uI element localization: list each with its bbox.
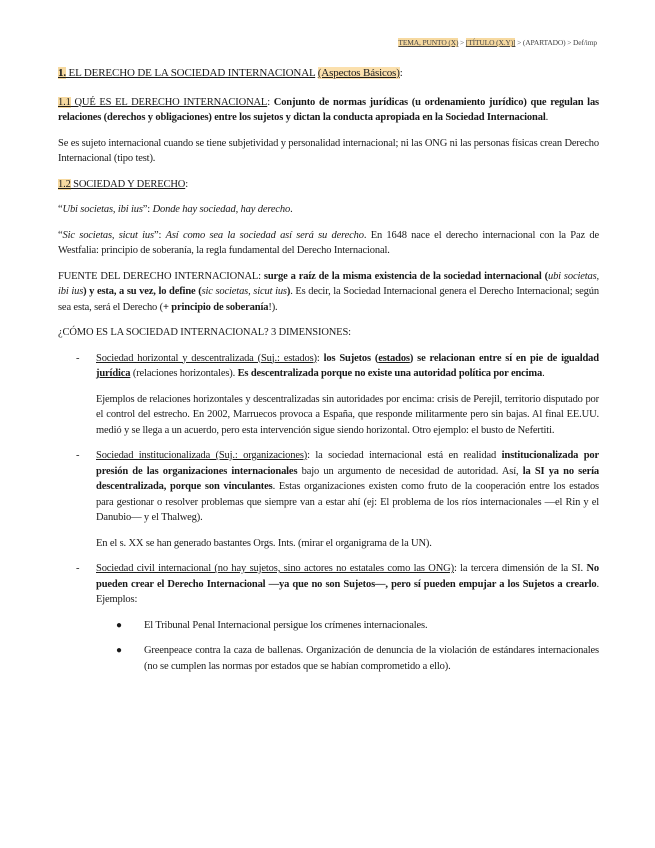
section-1-colon: : bbox=[399, 67, 403, 79]
dimension-1-end: . bbox=[542, 368, 545, 379]
fuente-paragraph bbox=[58, 269, 599, 316]
header-titulo: [TÍTULO (X.Y)] bbox=[465, 38, 516, 47]
section-1-title bbox=[58, 66, 599, 82]
fuente-italic-1: ubi societas, ibi ius bbox=[58, 270, 600, 297]
bullet-icon: ● bbox=[116, 645, 122, 656]
dimension-civil-society bbox=[58, 561, 599, 674]
section-1-1-paragraph bbox=[58, 95, 599, 126]
bullet-icon: ● bbox=[116, 619, 122, 631]
dimension-1-rest: (relaciones horizontales). bbox=[130, 368, 238, 379]
fuente-bold-3: ) bbox=[286, 286, 291, 297]
example-greenpeace bbox=[96, 643, 599, 674]
subject-paragraph: Se es sujeto internacional cuando se tiene subjetividad y personalidad internacional; ni las ONG ni las personas físicas crean Derecho Internacional (tipo test). bbox=[58, 137, 599, 164]
dimension-2-text-2: bajo un argumento de necesidad de autoridad. Así, bbox=[297, 465, 523, 477]
fuente-italic-2: sic societas, sicut ius bbox=[201, 286, 287, 297]
section-1-2-title bbox=[58, 177, 599, 193]
dash-marker: - bbox=[76, 563, 80, 574]
quote-open: “ bbox=[58, 229, 63, 241]
dimension-2-note: En el s. XX se han generado bastantes Orgs. Ints. (mirar el organigrama de la UN). bbox=[96, 537, 432, 549]
definition-end: . bbox=[545, 112, 549, 123]
quote-latin: Ubi societas, ibi ius bbox=[62, 204, 143, 215]
section-1-2-number: 1.2 bbox=[58, 178, 71, 190]
quote-translation: Así como sea la sociedad así será su derecho bbox=[165, 229, 364, 241]
dimension-3-label: Sociedad civil internacional (no hay sujetos, sino actores no estatales como las ONG) bbox=[96, 563, 454, 574]
fuente-bold-2: ) y esta, a su vez, lo define ( bbox=[83, 286, 202, 297]
fuente-bold-1: surge a raíz de la misma existencia de la sociedad internacional ( bbox=[263, 270, 548, 282]
dimension-3-text-2: . Ejemplos: bbox=[96, 578, 599, 605]
quote-sic-societas bbox=[58, 228, 599, 259]
fuente-lead: FUENTE DEL DERECHO INTERNACIONAL: bbox=[58, 270, 264, 282]
example-1-text: El Tribunal Penal Internacional persigue los crímenes internacionales. bbox=[144, 619, 428, 631]
dimension-2-text-1: : la sociedad internacional está en realidad bbox=[307, 450, 502, 461]
dimension-1-bold-juridica: jurídica bbox=[96, 368, 131, 379]
section-1-title-text: EL DERECHO DE LA SOCIEDAD INTERNACIONAL bbox=[65, 67, 316, 79]
header-apartado: > (APARTADO) > Def/imp bbox=[515, 38, 597, 47]
header-sep: > bbox=[458, 38, 466, 47]
dimensions-heading: ¿CÓMO ES LA SOCIEDAD INTERNACIONAL? 3 DIMENSIONES: bbox=[58, 327, 351, 338]
dimension-1-bold-estados: estados bbox=[378, 352, 410, 364]
fuente-rest: . Es decir, la Sociedad Internacional genera el Derecho Internacional; según sea esta, será el Derecho ( bbox=[58, 286, 599, 313]
quote-translation: Donde hay sociedad, hay derecho bbox=[152, 204, 291, 215]
dimension-1-label: Sociedad horizontal y descentralizada (Suj.: estados) bbox=[96, 352, 317, 364]
dimension-horizontal bbox=[58, 351, 599, 439]
dimension-2-bold-2: la SI ya no sería descentralizada, porque son vinculantes bbox=[96, 465, 600, 492]
example-tpi bbox=[96, 618, 599, 634]
section-1-2-colon: : bbox=[185, 178, 188, 190]
quote-end: . bbox=[290, 204, 293, 215]
dash-marker: - bbox=[76, 352, 80, 364]
dimension-1-colon: : bbox=[316, 352, 324, 364]
section-1-2-title-text: SOCIEDAD Y DERECHO bbox=[70, 178, 186, 190]
section-1-1-colon: : bbox=[267, 96, 274, 108]
header-tema: TEMA, PUNTO (X) bbox=[398, 38, 459, 47]
dimension-1-bold-1: los Sujetos ( bbox=[323, 352, 379, 364]
westfalia-text: . En 1648 nace el derecho internacional con la Paz de Westfalia: principio de soberanía, la regla fundamental del Derecho Internacional. bbox=[58, 229, 599, 256]
examples-list bbox=[96, 618, 599, 675]
example-2-text: Greenpeace contra la caza de ballenas. Organización de denuncia de la violación de estándares internacionales (no se cumplen las normas por estados que se habían comprometido a ello). bbox=[144, 645, 599, 672]
dimension-1-bold-2: ) se relacionan entre sí en pie de igualdad bbox=[409, 352, 599, 364]
quote-close: ”: bbox=[153, 229, 166, 241]
dash-marker: - bbox=[76, 450, 80, 461]
quote-close: ”: bbox=[142, 204, 153, 215]
quote-open: “ bbox=[58, 204, 63, 215]
dimension-2-text-3: . Estas organizaciones existen como fruto de la cooperación entre los estados para gestionar o resolver problemas que siempre van a estar ahí (ej: El problema de los ríos internacionales —el Rin y el Danubio— y el Thalweg). bbox=[96, 481, 599, 523]
dimensions-list bbox=[58, 351, 599, 675]
fuente-bold-4: + principio de soberanía bbox=[162, 301, 269, 313]
dimension-3-text-1: : la tercera dimensión de la SI. bbox=[453, 563, 587, 574]
quote-latin: Sic societas, sicut ius bbox=[62, 229, 154, 241]
breadcrumb-header bbox=[58, 38, 597, 48]
dimension-1-examples: Ejemplos de relaciones horizontales y descentralizadas sin autoridades por encima: crisis de Perejil, territorio disputado por el control del estrecho. En 2002, Marruecos provoca a España, que responde militarmente pero sin bajas. Al final EE.UU. medió y se llega a un acuerdo, pero esta intervención sigue siendo horizontal. Otro ejemplo: el busto de Nefertiti. bbox=[96, 393, 599, 436]
section-1-1-title: QUÉ ES EL DERECHO INTERNACIONAL bbox=[70, 96, 268, 108]
dimension-2-bold-1: institucionalizada por presión de las organizaciones internacionales bbox=[96, 450, 599, 477]
fuente-end: !). bbox=[268, 301, 278, 313]
dimension-3-bold-1: No pueden crear el Derecho Internacional —ya que no son Sujetos—, pero sí pueden empujar a los Sujetos a crearlo bbox=[96, 563, 599, 590]
quote-ubi-societas bbox=[58, 202, 599, 218]
dimension-institutionalized bbox=[58, 448, 599, 551]
section-1-number: 1. bbox=[58, 67, 66, 79]
dimension-1-bold-3: Es descentralizada porque no existe una autoridad política por encima bbox=[237, 368, 543, 379]
section-1-subtitle: (Aspectos Básicos) bbox=[317, 67, 400, 79]
dimension-2-label: Sociedad institucionalizada (Suj.: organizaciones) bbox=[96, 450, 308, 461]
definition-text: Conjunto de normas jurídicas (u ordenamiento jurídico) que regulan las relaciones (derechos y obligaciones) entre los sujetos y dictan la conducta apropiada en la Sociedad Internacional bbox=[58, 96, 599, 123]
section-1-1-number: 1.1 bbox=[58, 96, 71, 108]
